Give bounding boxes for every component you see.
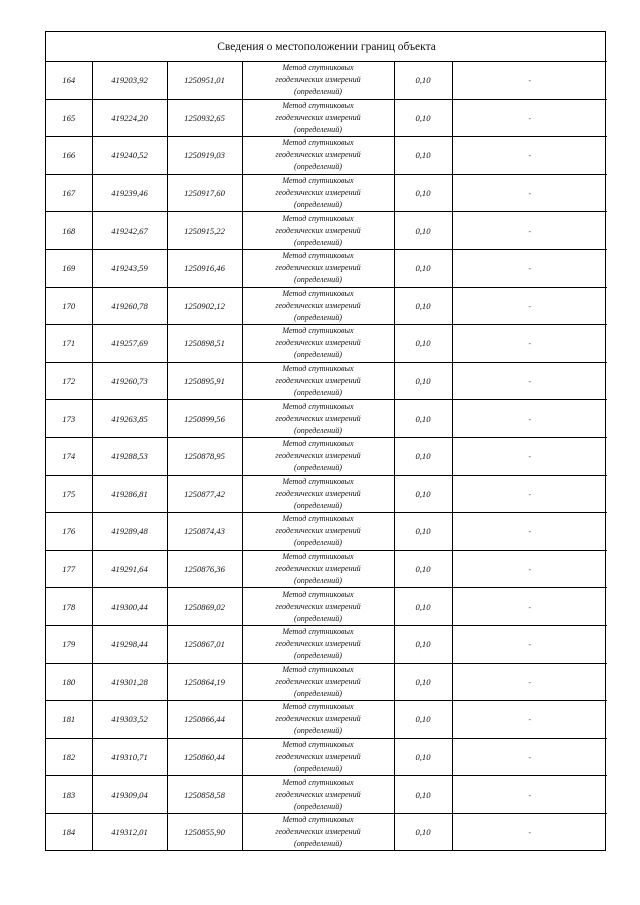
accuracy-cell: 0,10 bbox=[394, 212, 452, 250]
point-number-cell: 184 bbox=[46, 813, 92, 850]
accuracy-cell: 0,10 bbox=[394, 249, 452, 287]
accuracy-cell: 0,10 bbox=[394, 701, 452, 739]
method-line: Метод спутниковых bbox=[282, 176, 354, 186]
point-number-cell: 176 bbox=[46, 513, 92, 551]
point-number-cell: 170 bbox=[46, 287, 92, 325]
method-cell bbox=[242, 99, 394, 137]
point-number-cell: 178 bbox=[46, 588, 92, 626]
accuracy-cell: 0,10 bbox=[394, 588, 452, 626]
method-line: (определений) bbox=[294, 651, 342, 661]
method-line: Метод спутниковых bbox=[282, 288, 354, 298]
description-cell: - bbox=[452, 62, 607, 100]
description-cell: - bbox=[452, 212, 607, 250]
x-coordinate-cell: 419257,69 bbox=[92, 325, 167, 363]
table-row bbox=[46, 137, 607, 175]
table-row bbox=[46, 325, 607, 363]
x-coordinate-cell: 419301,28 bbox=[92, 663, 167, 701]
method-line: Метод спутниковых bbox=[282, 401, 354, 411]
method-line: Метод спутниковых bbox=[282, 138, 354, 148]
x-coordinate-cell: 419242,67 bbox=[92, 212, 167, 250]
method-line: геодезических измерений bbox=[275, 564, 361, 574]
method-line: Метод спутниковых bbox=[282, 815, 354, 825]
method-line: (определений) bbox=[294, 763, 342, 773]
method-line: (определений) bbox=[294, 237, 342, 247]
method-line: геодезических измерений bbox=[275, 789, 361, 799]
point-number-cell: 164 bbox=[46, 62, 92, 100]
method-cell bbox=[242, 325, 394, 363]
table-body bbox=[46, 32, 607, 850]
method-line: геодезических измерений bbox=[275, 188, 361, 198]
table-title: Сведения о местоположении границ объекта bbox=[46, 32, 607, 62]
point-number-cell: 171 bbox=[46, 325, 92, 363]
accuracy-cell: 0,10 bbox=[394, 400, 452, 438]
point-number-cell: 167 bbox=[46, 174, 92, 212]
description-cell: - bbox=[452, 701, 607, 739]
method-line: (определений) bbox=[294, 425, 342, 435]
method-line: (определений) bbox=[294, 839, 342, 849]
table-row bbox=[46, 663, 607, 701]
description-cell: - bbox=[452, 437, 607, 475]
y-coordinate-cell: 1250895,91 bbox=[167, 362, 242, 400]
accuracy-cell: 0,10 bbox=[394, 513, 452, 551]
point-number-cell: 181 bbox=[46, 701, 92, 739]
accuracy-cell: 0,10 bbox=[394, 287, 452, 325]
method-line: Метод спутниковых bbox=[282, 664, 354, 674]
method-line: (определений) bbox=[294, 275, 342, 285]
y-coordinate-cell: 1250916,46 bbox=[167, 249, 242, 287]
method-line: Метод спутниковых bbox=[282, 702, 354, 712]
accuracy-cell: 0,10 bbox=[394, 437, 452, 475]
description-cell: - bbox=[452, 550, 607, 588]
table-row bbox=[46, 99, 607, 137]
method-cell bbox=[242, 588, 394, 626]
description-cell: - bbox=[452, 776, 607, 814]
method-cell bbox=[242, 513, 394, 551]
accuracy-cell: 0,10 bbox=[394, 663, 452, 701]
method-line: (определений) bbox=[294, 124, 342, 134]
description-cell: - bbox=[452, 99, 607, 137]
description-cell: - bbox=[452, 513, 607, 551]
table-row bbox=[46, 400, 607, 438]
x-coordinate-cell: 419239,46 bbox=[92, 174, 167, 212]
method-cell bbox=[242, 362, 394, 400]
accuracy-cell: 0,10 bbox=[394, 362, 452, 400]
y-coordinate-cell: 1250867,01 bbox=[167, 625, 242, 663]
table-title-row bbox=[46, 32, 607, 62]
table-row bbox=[46, 588, 607, 626]
y-coordinate-cell: 1250951,01 bbox=[167, 62, 242, 100]
method-cell bbox=[242, 738, 394, 776]
x-coordinate-cell: 419224,20 bbox=[92, 99, 167, 137]
method-line: геодезических измерений bbox=[275, 75, 361, 85]
accuracy-cell: 0,10 bbox=[394, 475, 452, 513]
accuracy-cell: 0,10 bbox=[394, 62, 452, 100]
y-coordinate-cell: 1250899,56 bbox=[167, 400, 242, 438]
method-line: Метод спутниковых bbox=[282, 364, 354, 374]
table-row bbox=[46, 249, 607, 287]
accuracy-cell: 0,10 bbox=[394, 137, 452, 175]
method-line: геодезических измерений bbox=[275, 751, 361, 761]
method-line: геодезических измерений bbox=[275, 601, 361, 611]
x-coordinate-cell: 419310,71 bbox=[92, 738, 167, 776]
method-line: (определений) bbox=[294, 463, 342, 473]
point-number-cell: 182 bbox=[46, 738, 92, 776]
y-coordinate-cell: 1250917,60 bbox=[167, 174, 242, 212]
method-line: геодезических измерений bbox=[275, 639, 361, 649]
method-line: (определений) bbox=[294, 200, 342, 210]
accuracy-cell: 0,10 bbox=[394, 813, 452, 850]
y-coordinate-cell: 1250915,22 bbox=[167, 212, 242, 250]
y-coordinate-cell: 1250919,03 bbox=[167, 137, 242, 175]
method-line: (определений) bbox=[294, 312, 342, 322]
method-line: (определений) bbox=[294, 87, 342, 97]
description-cell: - bbox=[452, 475, 607, 513]
point-number-cell: 183 bbox=[46, 776, 92, 814]
table-row bbox=[46, 362, 607, 400]
method-line: Метод спутниковых bbox=[282, 777, 354, 787]
table-row bbox=[46, 475, 607, 513]
description-cell: - bbox=[452, 813, 607, 850]
y-coordinate-cell: 1250864,19 bbox=[167, 663, 242, 701]
y-coordinate-cell: 1250898,51 bbox=[167, 325, 242, 363]
method-line: (определений) bbox=[294, 613, 342, 623]
point-number-cell: 175 bbox=[46, 475, 92, 513]
table-row bbox=[46, 437, 607, 475]
x-coordinate-cell: 419286,81 bbox=[92, 475, 167, 513]
method-line: геодезических измерений bbox=[275, 676, 361, 686]
table-row bbox=[46, 62, 607, 100]
method-line: геодезических измерений bbox=[275, 300, 361, 310]
accuracy-cell: 0,10 bbox=[394, 99, 452, 137]
table-row bbox=[46, 625, 607, 663]
y-coordinate-cell: 1250855,90 bbox=[167, 813, 242, 850]
accuracy-cell: 0,10 bbox=[394, 550, 452, 588]
accuracy-cell: 0,10 bbox=[394, 776, 452, 814]
method-line: (определений) bbox=[294, 538, 342, 548]
method-line: (определений) bbox=[294, 350, 342, 360]
method-cell bbox=[242, 400, 394, 438]
method-line: геодезических измерений bbox=[275, 451, 361, 461]
x-coordinate-cell: 419303,52 bbox=[92, 701, 167, 739]
method-line: (определений) bbox=[294, 162, 342, 172]
x-coordinate-cell: 419203,92 bbox=[92, 62, 167, 100]
table-row bbox=[46, 212, 607, 250]
method-cell bbox=[242, 437, 394, 475]
description-cell: - bbox=[452, 362, 607, 400]
method-line: Метод спутниковых bbox=[282, 476, 354, 486]
description-cell: - bbox=[452, 738, 607, 776]
x-coordinate-cell: 419309,04 bbox=[92, 776, 167, 814]
method-cell bbox=[242, 212, 394, 250]
x-coordinate-cell: 419300,44 bbox=[92, 588, 167, 626]
table-row bbox=[46, 550, 607, 588]
accuracy-cell: 0,10 bbox=[394, 174, 452, 212]
method-cell bbox=[242, 287, 394, 325]
table-row bbox=[46, 813, 607, 850]
accuracy-cell: 0,10 bbox=[394, 325, 452, 363]
x-coordinate-cell: 419291,64 bbox=[92, 550, 167, 588]
method-line: (определений) bbox=[294, 726, 342, 736]
method-line: геодезических измерений bbox=[275, 714, 361, 724]
method-line: геодезических измерений bbox=[275, 338, 361, 348]
y-coordinate-cell: 1250858,58 bbox=[167, 776, 242, 814]
method-line: Метод спутниковых bbox=[282, 514, 354, 524]
method-cell bbox=[242, 663, 394, 701]
method-cell bbox=[242, 813, 394, 850]
method-line: геодезических измерений bbox=[275, 150, 361, 160]
method-line: Метод спутниковых bbox=[282, 739, 354, 749]
table-row bbox=[46, 776, 607, 814]
method-line: Метод спутниковых bbox=[282, 326, 354, 336]
y-coordinate-cell: 1250878,95 bbox=[167, 437, 242, 475]
method-cell bbox=[242, 62, 394, 100]
x-coordinate-cell: 419260,73 bbox=[92, 362, 167, 400]
method-cell bbox=[242, 701, 394, 739]
point-number-cell: 180 bbox=[46, 663, 92, 701]
method-cell bbox=[242, 625, 394, 663]
method-line: Метод спутниковых bbox=[282, 213, 354, 223]
y-coordinate-cell: 1250866,44 bbox=[167, 701, 242, 739]
accuracy-cell: 0,10 bbox=[394, 738, 452, 776]
description-cell: - bbox=[452, 249, 607, 287]
description-cell: - bbox=[452, 325, 607, 363]
y-coordinate-cell: 1250869,02 bbox=[167, 588, 242, 626]
method-cell bbox=[242, 249, 394, 287]
method-cell bbox=[242, 550, 394, 588]
method-cell bbox=[242, 475, 394, 513]
point-number-cell: 174 bbox=[46, 437, 92, 475]
description-cell: - bbox=[452, 287, 607, 325]
x-coordinate-cell: 419260,78 bbox=[92, 287, 167, 325]
method-line: Метод спутниковых bbox=[282, 589, 354, 599]
point-number-cell: 165 bbox=[46, 99, 92, 137]
x-coordinate-cell: 419240,52 bbox=[92, 137, 167, 175]
method-line: (определений) bbox=[294, 688, 342, 698]
method-line: (определений) bbox=[294, 576, 342, 586]
y-coordinate-cell: 1250877,42 bbox=[167, 475, 242, 513]
accuracy-cell: 0,10 bbox=[394, 625, 452, 663]
method-line: (определений) bbox=[294, 500, 342, 510]
method-line: геодезических измерений bbox=[275, 376, 361, 386]
point-number-cell: 173 bbox=[46, 400, 92, 438]
point-number-cell: 166 bbox=[46, 137, 92, 175]
point-number-cell: 168 bbox=[46, 212, 92, 250]
y-coordinate-cell: 1250860,44 bbox=[167, 738, 242, 776]
table-row bbox=[46, 287, 607, 325]
method-line: геодезических измерений bbox=[275, 526, 361, 536]
description-cell: - bbox=[452, 625, 607, 663]
method-cell bbox=[242, 776, 394, 814]
method-line: Метод спутниковых bbox=[282, 100, 354, 110]
x-coordinate-cell: 419288,53 bbox=[92, 437, 167, 475]
method-line: (определений) bbox=[294, 801, 342, 811]
description-cell: - bbox=[452, 663, 607, 701]
point-number-cell: 179 bbox=[46, 625, 92, 663]
method-line: геодезических измерений bbox=[275, 827, 361, 837]
y-coordinate-cell: 1250902,12 bbox=[167, 287, 242, 325]
table-row bbox=[46, 513, 607, 551]
boundary-coordinates-table bbox=[46, 32, 607, 850]
method-line: Метод спутниковых bbox=[282, 627, 354, 637]
description-cell: - bbox=[452, 174, 607, 212]
method-line: геодезических измерений bbox=[275, 413, 361, 423]
method-cell bbox=[242, 174, 394, 212]
point-number-cell: 177 bbox=[46, 550, 92, 588]
description-cell: - bbox=[452, 588, 607, 626]
table-row bbox=[46, 174, 607, 212]
document-sheet bbox=[45, 31, 606, 851]
table-row bbox=[46, 738, 607, 776]
method-line: Метод спутниковых bbox=[282, 251, 354, 261]
method-line: геодезических измерений bbox=[275, 112, 361, 122]
description-cell: - bbox=[452, 400, 607, 438]
x-coordinate-cell: 419312,01 bbox=[92, 813, 167, 850]
y-coordinate-cell: 1250874,43 bbox=[167, 513, 242, 551]
method-line: геодезических измерений bbox=[275, 225, 361, 235]
method-line: Метод спутниковых bbox=[282, 552, 354, 562]
x-coordinate-cell: 419289,48 bbox=[92, 513, 167, 551]
method-line: геодезических измерений bbox=[275, 488, 361, 498]
y-coordinate-cell: 1250932,65 bbox=[167, 99, 242, 137]
point-number-cell: 169 bbox=[46, 249, 92, 287]
table-row bbox=[46, 701, 607, 739]
description-cell: - bbox=[452, 137, 607, 175]
method-line: Метод спутниковых bbox=[282, 63, 354, 73]
x-coordinate-cell: 419243,59 bbox=[92, 249, 167, 287]
y-coordinate-cell: 1250876,36 bbox=[167, 550, 242, 588]
method-line: (определений) bbox=[294, 388, 342, 398]
x-coordinate-cell: 419298,44 bbox=[92, 625, 167, 663]
method-cell bbox=[242, 137, 394, 175]
x-coordinate-cell: 419263,85 bbox=[92, 400, 167, 438]
method-line: Метод спутниковых bbox=[282, 439, 354, 449]
method-line: геодезических измерений bbox=[275, 263, 361, 273]
point-number-cell: 172 bbox=[46, 362, 92, 400]
